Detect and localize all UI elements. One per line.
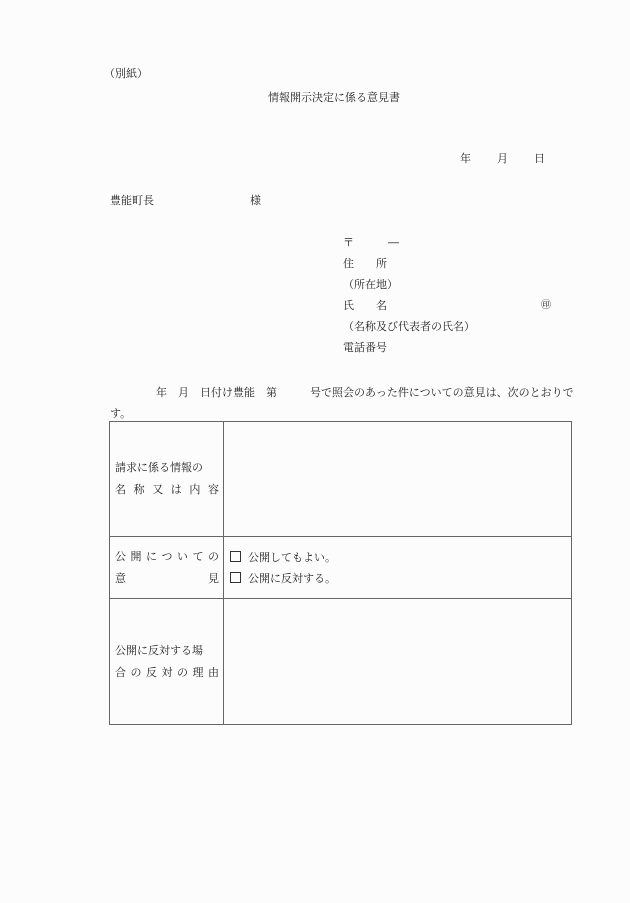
name-line (343, 299, 551, 320)
char: の (177, 665, 188, 679)
seal-icon: ㊞ (541, 300, 551, 311)
char: 内 (189, 483, 201, 496)
phone-label: 電話番号 (343, 341, 387, 354)
opinion-table (109, 421, 572, 725)
date-month: 月 (497, 152, 508, 165)
char: 容 (207, 483, 219, 496)
name-label-2: 名 (376, 299, 387, 312)
addressee-honorific: 様 (250, 194, 261, 207)
table-row-reason (110, 599, 572, 725)
char: 理 (192, 665, 204, 679)
name-note: （名称及び代表者の氏名） (343, 320, 475, 333)
option-approve-label: 公開してもよい。 (248, 550, 336, 564)
option-approve[interactable] (224, 547, 571, 568)
char: 又 (152, 483, 164, 496)
intro-paragraph (110, 382, 580, 424)
address-label: 住 (343, 257, 354, 270)
date-line (460, 152, 545, 166)
char: い (177, 549, 188, 563)
option-oppose[interactable] (224, 568, 571, 589)
label-reason-line1: 公開に反対する場 (115, 643, 203, 657)
label-opinion-line1 (115, 546, 219, 568)
addressee (110, 194, 261, 208)
checkbox-oppose[interactable] (230, 572, 241, 583)
postal-mark-icon: 〒 (343, 236, 354, 249)
label-info (110, 422, 224, 537)
document-title: 情報開示決定に係る意見書 (268, 91, 400, 104)
address-note: （所在地） (343, 278, 398, 291)
option-oppose-label: 公開に反対する。 (248, 571, 336, 585)
char: 意 (115, 571, 126, 585)
sender-block (343, 236, 551, 362)
date-day: 日 (534, 152, 545, 165)
postal-dash: ― (388, 236, 399, 249)
label-opinion-line2 (115, 568, 219, 590)
char: の (208, 549, 219, 563)
char: 由 (208, 665, 219, 679)
checkbox-approve[interactable] (230, 551, 241, 562)
char: の (130, 665, 142, 679)
reason-content-field[interactable] (224, 599, 572, 725)
char: 合 (115, 665, 126, 679)
address-label-2: 所 (376, 257, 387, 270)
name-label: 氏 (343, 299, 354, 312)
char: 対 (161, 665, 173, 679)
addressee-name: 豊能町長 (110, 194, 154, 207)
char: 公 (115, 549, 126, 563)
label-reason (110, 599, 224, 725)
date-year: 年 (460, 152, 471, 165)
label-opinion (110, 537, 224, 599)
label-info-line1: 請求に係る情報の (115, 461, 203, 474)
intro-text: 年 月 日付け豊能 第 号で照会のあった件についての意見は、次のとおりです。 (110, 386, 574, 420)
info-content-field[interactable] (224, 422, 572, 537)
char: 称 (133, 483, 145, 496)
postal-line (343, 236, 475, 257)
char: つ (161, 549, 173, 563)
label-info-line2 (115, 479, 219, 501)
address-line (343, 257, 475, 278)
char: に (146, 549, 157, 563)
label-reason-line2 (115, 662, 219, 684)
table-row-opinion (110, 537, 572, 599)
char: 見 (208, 571, 219, 585)
char: 反 (146, 665, 157, 679)
opinion-options (224, 537, 572, 599)
char: は (170, 483, 182, 496)
char: 開 (130, 549, 142, 563)
attachment-label: （別紙） (104, 67, 148, 80)
char: 名 (115, 483, 126, 496)
table-row-info (110, 422, 572, 537)
char: て (192, 549, 204, 563)
